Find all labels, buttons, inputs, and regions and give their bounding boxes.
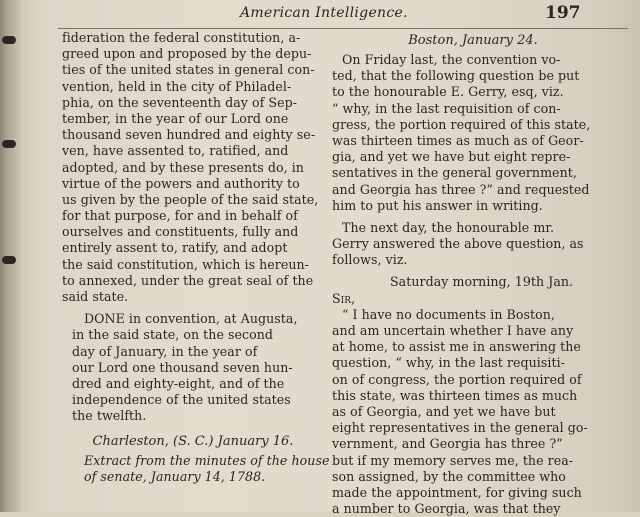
text-line: and Georgia has three ?” and requested <box>332 181 590 197</box>
left-column <box>62 30 330 485</box>
page-number: 197 <box>545 3 581 23</box>
text-line: independence of the united states <box>72 392 291 408</box>
text-line: the twelfth. <box>72 408 147 424</box>
text-line: son assigned, by the committee who <box>332 468 566 484</box>
text-line: Gerry answered the above question, as <box>332 236 584 252</box>
charleston-dateline: Charleston, (S. C.) January 16. <box>92 433 294 449</box>
text-line: Extract from the minutes of the house <box>84 452 330 468</box>
boston-dateline: Boston, January 24. <box>408 33 538 48</box>
text-line: ted, that the following question be put <box>332 68 580 84</box>
text-line: vernment, and Georgia has three ?” <box>332 436 563 452</box>
text-line: follows, viz. <box>332 252 408 268</box>
text-line: to annexed, under the great seal of the <box>62 272 314 288</box>
text-line: him to put his answer in writing. <box>332 197 543 213</box>
text-line: ourselves and constituents, fully and <box>62 224 299 240</box>
text-line: a number to Georgia, was that they <box>332 501 561 517</box>
text-line: “ why, in the last requisition of con- <box>332 100 561 116</box>
right-paragraph-1 <box>332 52 614 214</box>
text-line: adopted, and by these presents do, in <box>62 159 304 175</box>
text-line: for that purpose, for and in behalf of <box>62 208 298 224</box>
left-paragraph-1 <box>62 30 324 305</box>
text-line: to the honourable E. Gerry, esq, viz. <box>332 84 564 100</box>
text-line: On Friday last, the convention vo- <box>342 52 561 67</box>
running-head: American Intelligence. <box>240 5 408 21</box>
text-line: and am uncertain whether I have any <box>332 323 574 338</box>
text-line: DONE in convention, at Augusta, <box>84 311 298 327</box>
text-line: question, “ why, in the last requisiti- <box>332 355 565 371</box>
right-paragraph-2 <box>332 220 614 269</box>
text-line: ties of the united states in general con- <box>62 62 315 78</box>
text-line: made the appointment, for giving such <box>332 484 582 500</box>
text-line: “ I have no documents in Boston, <box>342 306 555 322</box>
text-line: gia, and yet we have but eight repre- <box>332 149 571 165</box>
page-header <box>0 2 640 26</box>
text-line: eight representatives in the general go- <box>332 420 588 436</box>
letter-body <box>332 307 614 517</box>
text-line: fideration the federal constitution, a- <box>62 30 301 45</box>
text-line: this state, was thirteen times as much <box>332 387 578 403</box>
text-line: in the said state, on the second <box>72 327 274 343</box>
text-line: The next day, the honourable mr. <box>342 219 555 235</box>
text-line: the said constitution, which is hereun- <box>62 256 309 272</box>
text-line: sentatives in the general government, <box>332 165 577 181</box>
binding-stitch <box>2 256 16 264</box>
binding-stitch <box>2 140 16 148</box>
text-line: was thirteen times as much as of Geor- <box>332 132 584 148</box>
header-rule <box>58 28 628 29</box>
text-line: us given by the people of the said state, <box>62 191 319 207</box>
text-line: but if my memory serves me, the rea- <box>332 452 574 468</box>
text-line: day of January, in the year of <box>72 343 258 359</box>
text-line: entirely assent to, ratify, and adopt <box>62 240 288 256</box>
text-line: dred and eighty-eight, and of the <box>72 375 285 391</box>
text-line: virtue of the powers and authority to <box>62 175 300 191</box>
right-column <box>332 30 614 517</box>
left-paragraph-2 <box>62 311 324 424</box>
letter-date: Saturday morning, 19th Jan. <box>390 274 574 290</box>
text-line: phia, on the seventeenth day of Sep- <box>62 94 298 110</box>
text-line: tember, in the year of our Lord one <box>62 110 289 126</box>
text-line: gress, the portion required of this state, <box>332 116 591 132</box>
text-line: thousand seven hundred and eighty se- <box>62 127 316 143</box>
text-line: ven, have assented to, ratified, and <box>62 143 289 159</box>
text-line: vention, held in the city of Philadel- <box>62 78 292 94</box>
text-line: our Lord one thousand seven hun- <box>72 359 293 375</box>
text-line: said state. <box>62 289 129 304</box>
text-line: on of congress, the portion required of <box>332 371 582 387</box>
text-line: of senate, January 14, 1788. <box>84 468 266 484</box>
extract-heading <box>62 452 330 485</box>
binding-spine <box>0 0 22 512</box>
text-line: as of Georgia, and yet we have but <box>332 403 556 419</box>
letter-salutation: Sir, <box>332 290 356 306</box>
text-line: greed upon and proposed by the depu- <box>62 46 312 62</box>
text-line: at home, to assist me in answering the <box>332 339 581 355</box>
binding-stitch <box>2 36 16 44</box>
